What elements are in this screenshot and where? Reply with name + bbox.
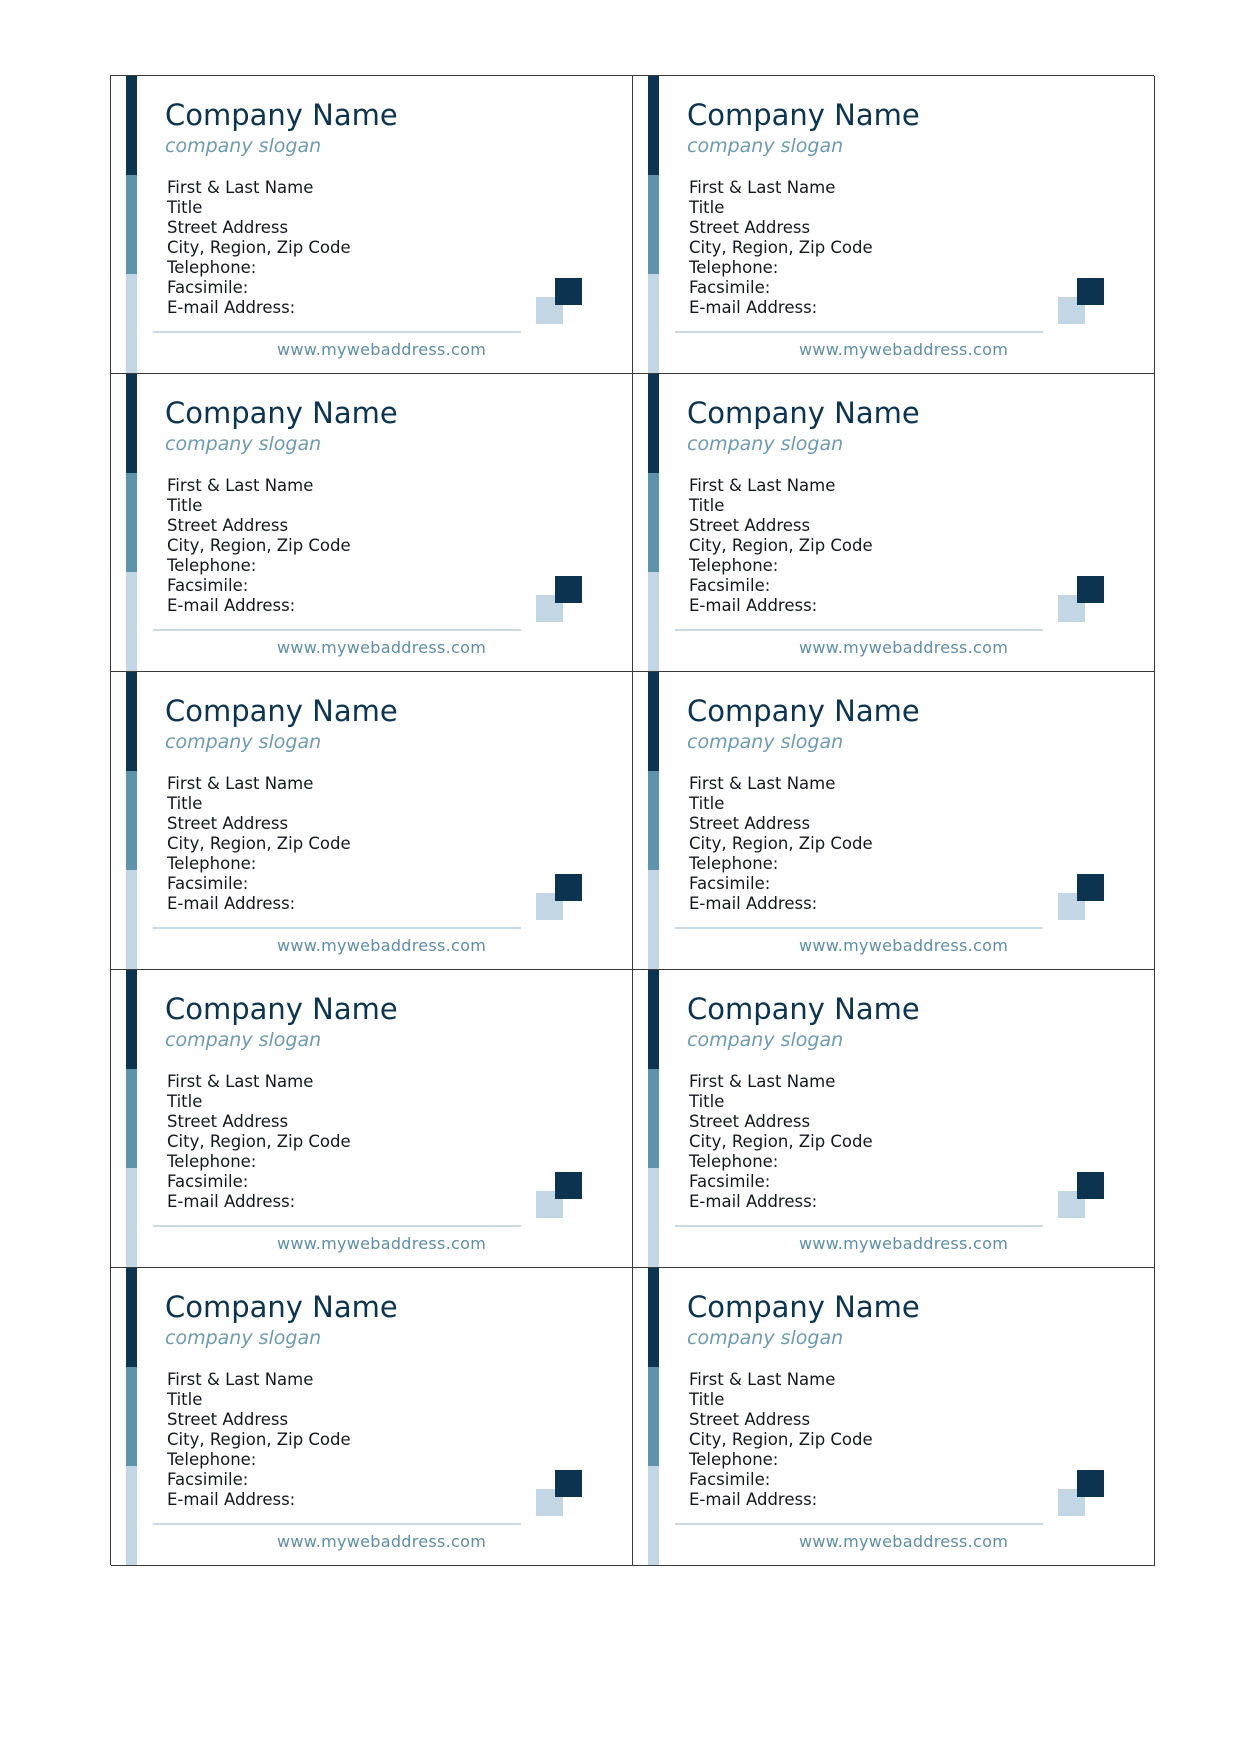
overlapping-squares-icon	[536, 1470, 582, 1516]
divider-line	[675, 629, 1043, 631]
telephone-label: Telephone:	[689, 1152, 779, 1171]
web-address: www.mywebaddress.com	[799, 1234, 1009, 1253]
logo-square-dark	[555, 576, 582, 603]
accent-stripe-mid	[126, 1069, 137, 1168]
email-label: E-mail Address:	[689, 1490, 818, 1509]
contact-details	[689, 1072, 873, 1212]
city-region-zip: City, Region, Zip Code	[689, 536, 873, 555]
accent-stripe-dark	[648, 374, 659, 473]
contact-details	[167, 1370, 351, 1510]
facsimile-label: Facsimile:	[167, 1470, 249, 1489]
business-card	[111, 1268, 633, 1566]
business-card	[633, 970, 1155, 1268]
company-slogan: company slogan	[165, 135, 322, 157]
city-region-zip: City, Region, Zip Code	[167, 238, 351, 257]
company-slogan: company slogan	[687, 433, 844, 455]
accent-stripe-light	[648, 1168, 659, 1267]
accent-stripe-light	[648, 1466, 659, 1565]
city-region-zip: City, Region, Zip Code	[167, 1132, 351, 1151]
company-name: Company Name	[165, 992, 398, 1026]
company-slogan: company slogan	[165, 1029, 322, 1051]
accent-stripe-light	[126, 274, 137, 373]
email-label: E-mail Address:	[689, 1192, 818, 1211]
email-label: E-mail Address:	[167, 1192, 296, 1211]
overlapping-squares-icon	[536, 278, 582, 324]
accent-stripe-light	[126, 1466, 137, 1565]
accent-stripe	[648, 970, 659, 1267]
contact-title: Title	[167, 496, 203, 515]
accent-stripe	[648, 1268, 659, 1565]
contact-details	[689, 1370, 873, 1510]
accent-stripe-dark	[126, 970, 137, 1069]
accent-stripe-mid	[648, 771, 659, 870]
web-address: www.mywebaddress.com	[277, 340, 487, 359]
accent-stripe-dark	[126, 76, 137, 175]
accent-stripe-dark	[648, 76, 659, 175]
web-address: www.mywebaddress.com	[799, 936, 1009, 955]
web-address: www.mywebaddress.com	[799, 340, 1009, 359]
street-address: Street Address	[689, 1410, 811, 1429]
contact-name: First & Last Name	[689, 1072, 836, 1091]
company-slogan: company slogan	[687, 135, 844, 157]
accent-stripe-mid	[126, 175, 137, 274]
business-card	[633, 1268, 1155, 1566]
email-label: E-mail Address:	[167, 1490, 296, 1509]
logo-square-dark	[1077, 278, 1104, 305]
divider-line	[153, 629, 521, 631]
divider-line	[675, 1523, 1043, 1525]
contact-details	[689, 774, 873, 914]
facsimile-label: Facsimile:	[689, 1172, 771, 1191]
accent-stripe-dark	[126, 374, 137, 473]
accent-stripe-light	[648, 572, 659, 671]
contact-name: First & Last Name	[167, 1370, 314, 1389]
contact-name: First & Last Name	[689, 774, 836, 793]
facsimile-label: Facsimile:	[689, 278, 771, 297]
overlapping-squares-icon	[1058, 874, 1104, 920]
business-card	[633, 76, 1155, 374]
accent-stripe-light	[126, 1168, 137, 1267]
logo-square-dark	[555, 874, 582, 901]
company-slogan: company slogan	[165, 1327, 322, 1349]
contact-name: First & Last Name	[167, 476, 314, 495]
divider-line	[675, 1225, 1043, 1227]
contact-details	[167, 1072, 351, 1212]
city-region-zip: City, Region, Zip Code	[167, 1430, 351, 1449]
accent-stripe	[648, 76, 659, 373]
facsimile-label: Facsimile:	[689, 1470, 771, 1489]
business-card	[111, 970, 633, 1268]
accent-stripe-light	[126, 870, 137, 969]
logo-square-dark	[1077, 1172, 1104, 1199]
logo-square-dark	[1077, 1470, 1104, 1497]
overlapping-squares-icon	[536, 1172, 582, 1218]
divider-line	[675, 927, 1043, 929]
contact-name: First & Last Name	[689, 1370, 836, 1389]
business-card	[633, 374, 1155, 672]
accent-stripe	[648, 374, 659, 671]
contact-title: Title	[689, 496, 725, 515]
accent-stripe	[648, 672, 659, 969]
contact-title: Title	[167, 1092, 203, 1111]
accent-stripe-dark	[648, 1268, 659, 1367]
contact-title: Title	[689, 794, 725, 813]
street-address: Street Address	[167, 1410, 289, 1429]
business-card	[633, 672, 1155, 970]
accent-stripe	[126, 1268, 137, 1565]
contact-title: Title	[167, 1390, 203, 1409]
company-slogan: company slogan	[165, 731, 322, 753]
contact-title: Title	[167, 794, 203, 813]
contact-details	[689, 178, 873, 318]
accent-stripe-mid	[126, 473, 137, 572]
company-slogan: company slogan	[687, 731, 844, 753]
logo-square-dark	[555, 278, 582, 305]
accent-stripe-light	[648, 870, 659, 969]
web-address: www.mywebaddress.com	[799, 638, 1009, 657]
telephone-label: Telephone:	[689, 258, 779, 277]
divider-line	[153, 331, 521, 333]
contact-title: Title	[689, 1092, 725, 1111]
web-address: www.mywebaddress.com	[277, 1532, 487, 1551]
telephone-label: Telephone:	[689, 556, 779, 575]
contact-details	[167, 774, 351, 914]
accent-stripe-mid	[648, 175, 659, 274]
contact-title: Title	[689, 198, 725, 217]
web-address: www.mywebaddress.com	[799, 1532, 1009, 1551]
accent-stripe-mid	[126, 1367, 137, 1466]
divider-line	[153, 1225, 521, 1227]
city-region-zip: City, Region, Zip Code	[167, 536, 351, 555]
street-address: Street Address	[167, 218, 289, 237]
contact-details	[167, 178, 351, 318]
email-label: E-mail Address:	[167, 894, 296, 913]
web-address: www.mywebaddress.com	[277, 1234, 487, 1253]
web-address: www.mywebaddress.com	[277, 638, 487, 657]
overlapping-squares-icon	[1058, 278, 1104, 324]
company-name: Company Name	[165, 694, 398, 728]
telephone-label: Telephone:	[167, 556, 257, 575]
telephone-label: Telephone:	[167, 854, 257, 873]
divider-line	[153, 927, 521, 929]
company-slogan: company slogan	[687, 1029, 844, 1051]
business-card	[111, 672, 633, 970]
divider-line	[675, 331, 1043, 333]
company-slogan: company slogan	[687, 1327, 844, 1349]
facsimile-label: Facsimile:	[167, 278, 249, 297]
company-name: Company Name	[687, 396, 920, 430]
company-name: Company Name	[165, 1290, 398, 1324]
company-slogan: company slogan	[165, 433, 322, 455]
contact-name: First & Last Name	[689, 476, 836, 495]
accent-stripe-mid	[648, 1069, 659, 1168]
accent-stripe	[126, 76, 137, 373]
contact-name: First & Last Name	[167, 1072, 314, 1091]
business-card-sheet	[110, 75, 1154, 1565]
street-address: Street Address	[167, 814, 289, 833]
contact-name: First & Last Name	[167, 774, 314, 793]
overlapping-squares-icon	[536, 874, 582, 920]
email-label: E-mail Address:	[689, 894, 818, 913]
facsimile-label: Facsimile:	[689, 576, 771, 595]
overlapping-squares-icon	[1058, 576, 1104, 622]
logo-square-dark	[555, 1172, 582, 1199]
contact-name: First & Last Name	[167, 178, 314, 197]
street-address: Street Address	[167, 516, 289, 535]
telephone-label: Telephone:	[167, 258, 257, 277]
email-label: E-mail Address:	[689, 596, 818, 615]
company-name: Company Name	[687, 1290, 920, 1324]
telephone-label: Telephone:	[689, 854, 779, 873]
accent-stripe-dark	[126, 1268, 137, 1367]
business-card	[111, 76, 633, 374]
city-region-zip: City, Region, Zip Code	[689, 1132, 873, 1151]
email-label: E-mail Address:	[167, 298, 296, 317]
accent-stripe-mid	[648, 1367, 659, 1466]
city-region-zip: City, Region, Zip Code	[689, 238, 873, 257]
logo-square-dark	[1077, 874, 1104, 901]
street-address: Street Address	[689, 1112, 811, 1131]
company-name: Company Name	[165, 98, 398, 132]
accent-stripe	[126, 970, 137, 1267]
company-name: Company Name	[687, 98, 920, 132]
accent-stripe-light	[648, 274, 659, 373]
accent-stripe	[126, 374, 137, 671]
telephone-label: Telephone:	[689, 1450, 779, 1469]
contact-name: First & Last Name	[689, 178, 836, 197]
city-region-zip: City, Region, Zip Code	[689, 834, 873, 853]
accent-stripe-light	[126, 572, 137, 671]
facsimile-label: Facsimile:	[167, 874, 249, 893]
accent-stripe-mid	[648, 473, 659, 572]
contact-details	[689, 476, 873, 616]
company-name: Company Name	[687, 694, 920, 728]
company-name: Company Name	[165, 396, 398, 430]
overlapping-squares-icon	[536, 576, 582, 622]
accent-stripe-dark	[126, 672, 137, 771]
contact-details	[167, 476, 351, 616]
overlapping-squares-icon	[1058, 1172, 1104, 1218]
facsimile-label: Facsimile:	[167, 1172, 249, 1191]
accent-stripe-mid	[126, 771, 137, 870]
divider-line	[153, 1523, 521, 1525]
logo-square-dark	[555, 1470, 582, 1497]
accent-stripe-dark	[648, 970, 659, 1069]
street-address: Street Address	[689, 814, 811, 833]
email-label: E-mail Address:	[689, 298, 818, 317]
telephone-label: Telephone:	[167, 1152, 257, 1171]
contact-title: Title	[689, 1390, 725, 1409]
facsimile-label: Facsimile:	[689, 874, 771, 893]
city-region-zip: City, Region, Zip Code	[167, 834, 351, 853]
facsimile-label: Facsimile:	[167, 576, 249, 595]
contact-title: Title	[167, 198, 203, 217]
accent-stripe	[126, 672, 137, 969]
overlapping-squares-icon	[1058, 1470, 1104, 1516]
email-label: E-mail Address:	[167, 596, 296, 615]
accent-stripe-dark	[648, 672, 659, 771]
company-name: Company Name	[687, 992, 920, 1026]
street-address: Street Address	[689, 218, 811, 237]
street-address: Street Address	[689, 516, 811, 535]
logo-square-dark	[1077, 576, 1104, 603]
web-address: www.mywebaddress.com	[277, 936, 487, 955]
city-region-zip: City, Region, Zip Code	[689, 1430, 873, 1449]
street-address: Street Address	[167, 1112, 289, 1131]
business-card	[111, 374, 633, 672]
telephone-label: Telephone:	[167, 1450, 257, 1469]
